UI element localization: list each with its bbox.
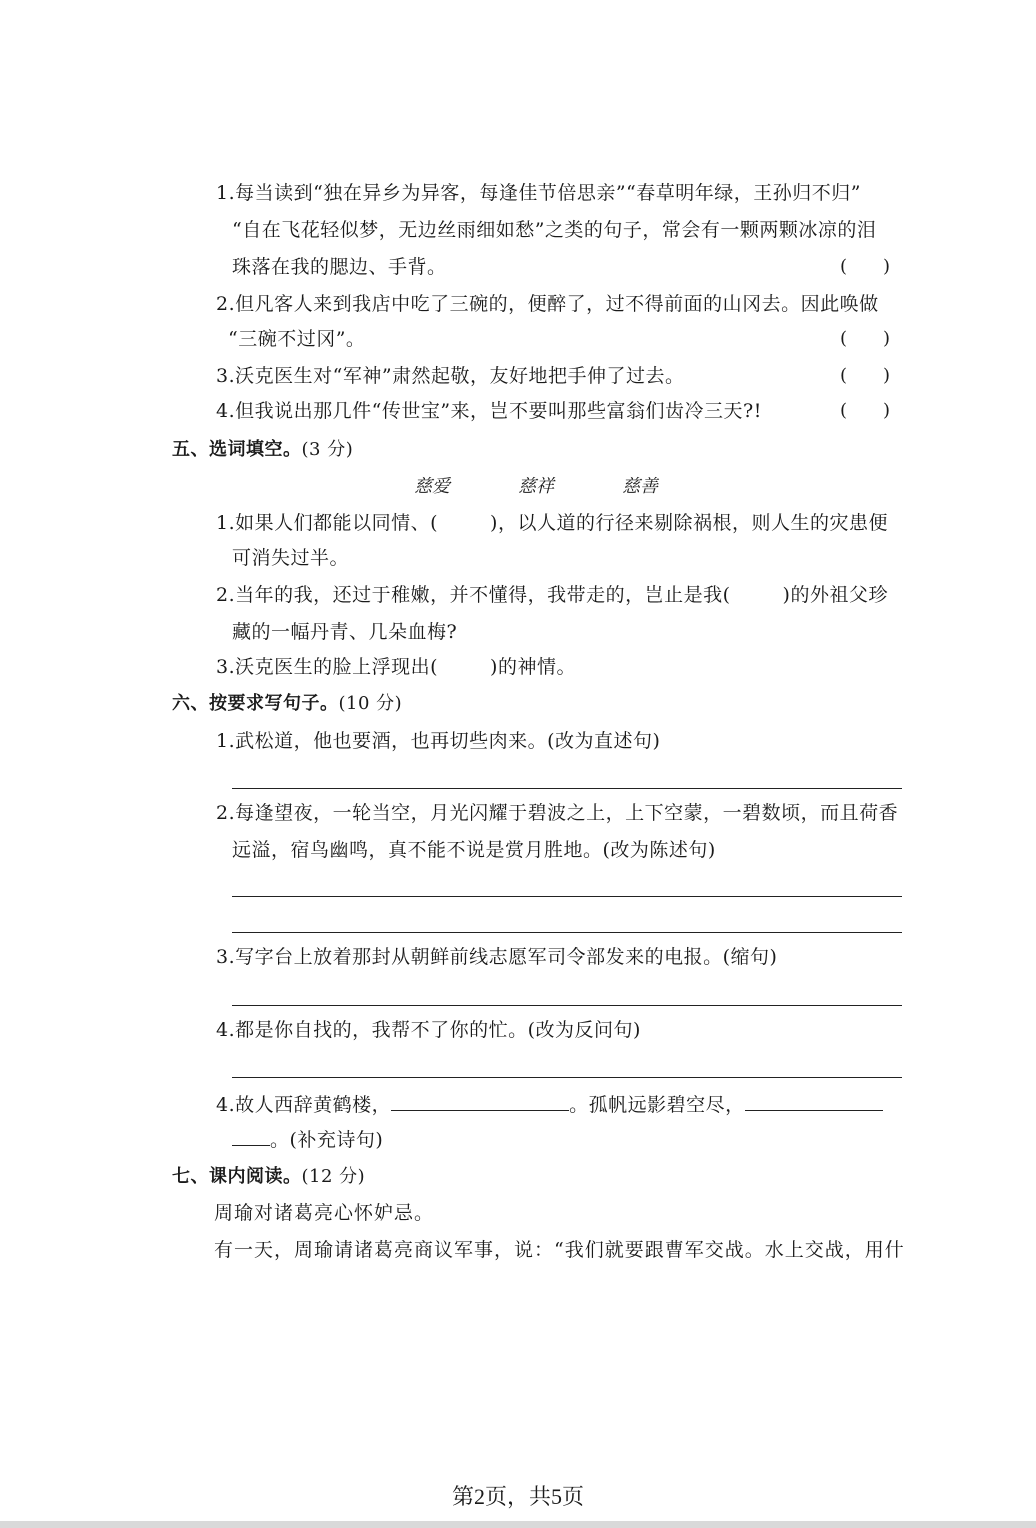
- q4-4-answer-box[interactable]: ( ): [840, 400, 891, 421]
- q6-1-prompt: 1.武松道，他也要酒，也再切些肉来。(改为直述句): [216, 730, 661, 752]
- q4-2-line2: “三碗不过冈”。: [228, 328, 366, 350]
- q6-5-blank-2a[interactable]: [745, 1092, 883, 1111]
- q6-5-line1: [216, 1092, 883, 1118]
- q4-1-answer-box[interactable]: ( ): [840, 256, 891, 277]
- section-6-heading: [172, 691, 402, 717]
- q5-3-text-a: 3.沃克医生的脸上浮现出(: [216, 656, 439, 678]
- q6-5-text-b: 。孤帆远影碧空尽，: [569, 1094, 745, 1116]
- q4-2-answer-box[interactable]: ( ): [840, 328, 891, 349]
- choice-word-2: 慈祥: [518, 476, 554, 497]
- passage-para-2: 有一天，周瑜请诸葛亮商议军事，说：“我们就要跟曹军交战。水上交战，用什: [214, 1239, 905, 1261]
- q6-2-line1: 2.每逢望夜，一轮当空，月光闪耀于碧波之上，上下空蒙，一碧数顷，而且荷香: [216, 802, 899, 824]
- q5-1-line1: [216, 510, 888, 536]
- q4-4-line1: 4.但我说出那几件“传世宝”来，岂不要叫那些富翁们齿冷三天?!: [216, 400, 762, 422]
- q6-4-prompt: 4.都是你自找的，我帮不了你的忙。(改为反问句): [216, 1019, 641, 1041]
- q5-1-line2: 可消失过半。: [232, 547, 350, 569]
- section-5-title: 五、选词填空。: [172, 439, 302, 460]
- q5-3-text-b: )的神情。: [490, 656, 576, 678]
- q6-5-line2: [232, 1127, 383, 1153]
- q5-2-text-b: )的外祖父珍: [782, 584, 888, 606]
- section-7-heading: [172, 1164, 365, 1190]
- q5-1-text-a: 1.如果人们都能以同情、(: [216, 512, 439, 534]
- q4-1-line1: 1.每当读到“独在异乡为异客，每逢佳节倍思亲”“春草明年绿，王孙归不归”: [216, 182, 861, 204]
- q4-1-line2: “自在飞花轻似梦，无边丝雨细如愁”之类的句子，常会有一颗两颗冰凉的泪: [232, 219, 877, 241]
- section-6-points: (10 分): [338, 693, 403, 714]
- section-7-points: (12 分): [301, 1166, 366, 1187]
- q6-3-prompt: 3.写字台上放着那封从朝鲜前线志愿军司令部发来的电报。(缩句): [216, 946, 778, 968]
- q5-3-line1: [216, 654, 576, 680]
- q4-2-line1: 2.但凡客人来到我店中吃了三碗的，便醉了，过不得前面的山冈去。因此唤做: [216, 293, 879, 315]
- q6-2-answer-line-2[interactable]: [232, 932, 902, 933]
- page-number: 第2页，共5页: [451, 1484, 584, 1509]
- section-5-points: (3 分): [301, 439, 354, 460]
- q6-5-blank-2b[interactable]: [232, 1127, 270, 1146]
- q5-2-text-a: 2.当年的我，还过于稚嫩，并不懂得，我带走的，岂止是我(: [216, 584, 731, 606]
- q6-5-blank-1[interactable]: [391, 1092, 569, 1111]
- q6-3-answer-line[interactable]: [232, 1005, 902, 1006]
- q6-4-answer-line[interactable]: [232, 1077, 902, 1078]
- q6-5-text-a: 4.故人西辞黄鹤楼，: [216, 1094, 392, 1116]
- q4-3-line1: 3.沃克医生对“军神”肃然起敬，友好地把手伸了过去。: [216, 365, 685, 387]
- q5-2-line1: [216, 582, 888, 608]
- passage-para-1: 周瑜对诸葛亮心怀妒忌。: [214, 1202, 435, 1224]
- q4-1-line3: 珠落在我的腮边、手背。: [232, 256, 447, 278]
- q5-1-text-b: )，以人道的行径来剔除祸根，则人生的灾患便: [490, 512, 888, 534]
- section-7-title: 七、课内阅读。: [172, 1166, 302, 1187]
- q6-2-answer-line-1[interactable]: [232, 896, 902, 897]
- q5-2-line2: 藏的一幅丹青、几朵血梅?: [232, 621, 458, 643]
- q6-2-line2: 远溢，宿鸟幽鸣，真不能不说是赏月胜地。(改为陈述句): [232, 839, 716, 861]
- section-6-title: 六、按要求写句子。: [172, 693, 339, 714]
- q4-3-answer-box[interactable]: ( ): [840, 365, 891, 386]
- choice-word-3: 慈善: [622, 476, 658, 497]
- section-5-heading: [172, 437, 353, 463]
- q6-5-text-c: 。(补充诗句): [270, 1129, 384, 1151]
- choice-word-1: 慈爱: [414, 476, 450, 497]
- q6-1-answer-line[interactable]: [232, 788, 902, 789]
- bottom-divider: [0, 1521, 1036, 1528]
